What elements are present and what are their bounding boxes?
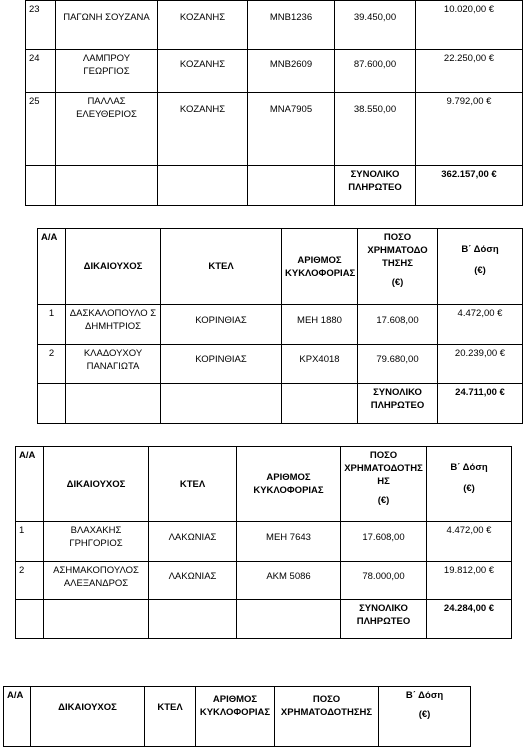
table-row (16, 522, 512, 562)
row-number: 1 (16, 522, 44, 562)
header-row (4, 687, 471, 747)
row-number: 2 (38, 345, 66, 384)
header-dose (427, 447, 512, 522)
table-row (38, 345, 523, 384)
license-plate: ΜΝΑ7905 (248, 93, 335, 166)
header-aa: Α/Α (38, 229, 66, 305)
row-number: 24 (26, 50, 56, 93)
funding-amount: 78.000,00 (341, 562, 427, 600)
header-row (38, 229, 523, 305)
funding-amount: 38.550,00 (335, 93, 416, 166)
table-kozanis (25, 0, 523, 206)
header-dose-label: Β΄ Δόση (405, 690, 444, 701)
funding-amount: 39.450,00 (335, 1, 416, 50)
beneficiary-name: ΛΑΜΠΡΟΥ ΓΕΩΡΓΙΟΣ (56, 50, 158, 93)
header-dose (379, 687, 471, 747)
ktel-name: ΚΟΖΑΝΗΣ (158, 50, 248, 93)
header-dose-unit: (€) (474, 265, 486, 276)
license-plate: ΚΡΧ4018 (282, 345, 358, 384)
row-number: 23 (26, 1, 56, 50)
license-plate: ΑΚΜ 5086 (237, 562, 341, 600)
second-installment: 10.020,00 € (416, 1, 523, 50)
header-amount (341, 447, 427, 522)
ktel-name: ΚΟΡΙΝΘΙΑΣ (161, 305, 282, 345)
header-ktel: ΚΤΕΛ (149, 447, 237, 522)
header-ktel: ΚΤΕΛ (145, 687, 196, 747)
row-number: 25 (26, 93, 56, 166)
table-row (26, 93, 523, 166)
total-label: ΣΥΝΟΛΙΚΟ ΠΛΗΡΩΤΕΟ (341, 600, 427, 639)
header-plate: ΑΡΙΘΜΟΣ ΚΥΚΛΟΦΟΡΙΑΣ (196, 687, 275, 747)
row-number: 1 (38, 305, 66, 345)
table-lakonias (15, 446, 512, 639)
beneficiary-name: ΠΑΓΩΝΗ ΣΟΥΖΑΝΑ (56, 1, 158, 50)
header-amount (358, 229, 438, 305)
ktel-name: ΛΑΚΩΝΙΑΣ (149, 522, 237, 562)
header-plate: ΑΡΙΘΜΟΣ ΚΥΚΛΟΦΟΡΙΑΣ (282, 229, 358, 305)
ktel-name: ΚΟΖΑΝΗΣ (158, 1, 248, 50)
license-plate: ΜΝΒ2609 (248, 50, 335, 93)
table-row (26, 1, 523, 50)
header-amount: ΠΟΣΟ ΧΡΗΜΑΤΟΔΟΤΗΣΗΣ (275, 687, 379, 747)
header-ktel: ΚΤΕΛ (161, 229, 282, 305)
beneficiary-name: ΔΑΣΚΑΛΟΠΟΥΛΟ Σ ΔΗΜΗΤΡΙΟΣ (66, 305, 161, 345)
table-row (16, 562, 512, 600)
header-dose-label: Β΄ Δόση (450, 462, 488, 473)
header-dose-label: Β΄ Δόση (461, 244, 499, 255)
second-installment: 19.812,00 € (427, 562, 512, 600)
funding-amount: 17.608,00 (358, 305, 438, 345)
header-dose (438, 229, 523, 305)
beneficiary-name: ΑΣΗΜΑΚΟΠΟΥΛΟΣ ΑΛΕΞΑΝΔΡΟΣ (44, 562, 149, 600)
funding-amount: 79.680,00 (358, 345, 438, 384)
table-partial (3, 686, 471, 747)
row-number: 2 (16, 562, 44, 600)
header-beneficiary: ΔΙΚΑΙΟΥΧΟΣ (31, 687, 145, 747)
total-row (38, 384, 523, 424)
ktel-name: ΚΟΖΑΝΗΣ (158, 93, 248, 166)
total-label: ΣΥΝΟΛΙΚΟ ΠΛΗΡΩΤΕΟ (335, 166, 416, 206)
ktel-name: ΚΟΡΙΝΘΙΑΣ (161, 345, 282, 384)
total-value: 24.284,00 € (427, 600, 512, 639)
header-beneficiary: ΔΙΚΑΙΟΥΧΟΣ (44, 447, 149, 522)
funding-amount: 87.600,00 (335, 50, 416, 93)
header-amount-unit: (€) (377, 495, 390, 506)
table-row (26, 50, 523, 93)
beneficiary-name: ΠΑΛΛΑΣ ΕΛΕΥΘΕΡΙΟΣ (56, 93, 158, 166)
total-row (16, 600, 512, 639)
license-plate: ΜΝΒ1236 (248, 1, 335, 50)
table-row (38, 305, 523, 345)
ktel-name: ΛΑΚΩΝΙΑΣ (149, 562, 237, 600)
header-amount-label: ΠΟΣΟ ΧΡΗΜΑΤΟΔΟ ΤΗΣΗΣ (367, 232, 428, 269)
total-label: ΣΥΝΟΛΙΚΟ ΠΛΗΡΩΤΕΟ (358, 384, 438, 424)
total-value: 362.157,00 € (416, 166, 523, 206)
header-amount-label: ΠΟΣΟ ΧΡΗΜΑΤΟΔΟΤΗΣ ΗΣ (344, 450, 423, 487)
second-installment: 4.472,00 € (427, 522, 512, 562)
header-aa: Α/Α (4, 687, 31, 747)
header-row (16, 447, 512, 522)
header-plate: ΑΡΙΘΜΟΣ ΚΥΚΛΟΦΟΡΙΑΣ (237, 447, 341, 522)
total-value: 24.711,00 € (438, 384, 523, 424)
header-dose-unit: (€) (418, 709, 431, 720)
second-installment: 4.472,00 € (438, 305, 523, 345)
second-installment: 9.792,00 € (416, 93, 523, 166)
beneficiary-name: ΒΛΑΧΑΚΗΣ ΓΡΗΓΟΡΙΟΣ (44, 522, 149, 562)
header-beneficiary: ΔΙΚΑΙΟΥΧΟΣ (66, 229, 161, 305)
total-row (26, 166, 523, 206)
table-korinthias (37, 228, 523, 424)
header-amount-unit: (€) (391, 277, 404, 288)
second-installment: 20.239,00 € (438, 345, 523, 384)
license-plate: ΜΕΗ 7643 (237, 522, 341, 562)
second-installment: 22.250,00 € (416, 50, 523, 93)
header-aa: Α/Α (16, 447, 44, 522)
header-dose-unit: (€) (463, 483, 475, 494)
license-plate: ΜΕΗ 1880 (282, 305, 358, 345)
funding-amount: 17.608,00 (341, 522, 427, 562)
beneficiary-name: ΚΛΑΔΟΥΧΟΥ ΠΑΝΑΓΙΩΤΑ (66, 345, 161, 384)
